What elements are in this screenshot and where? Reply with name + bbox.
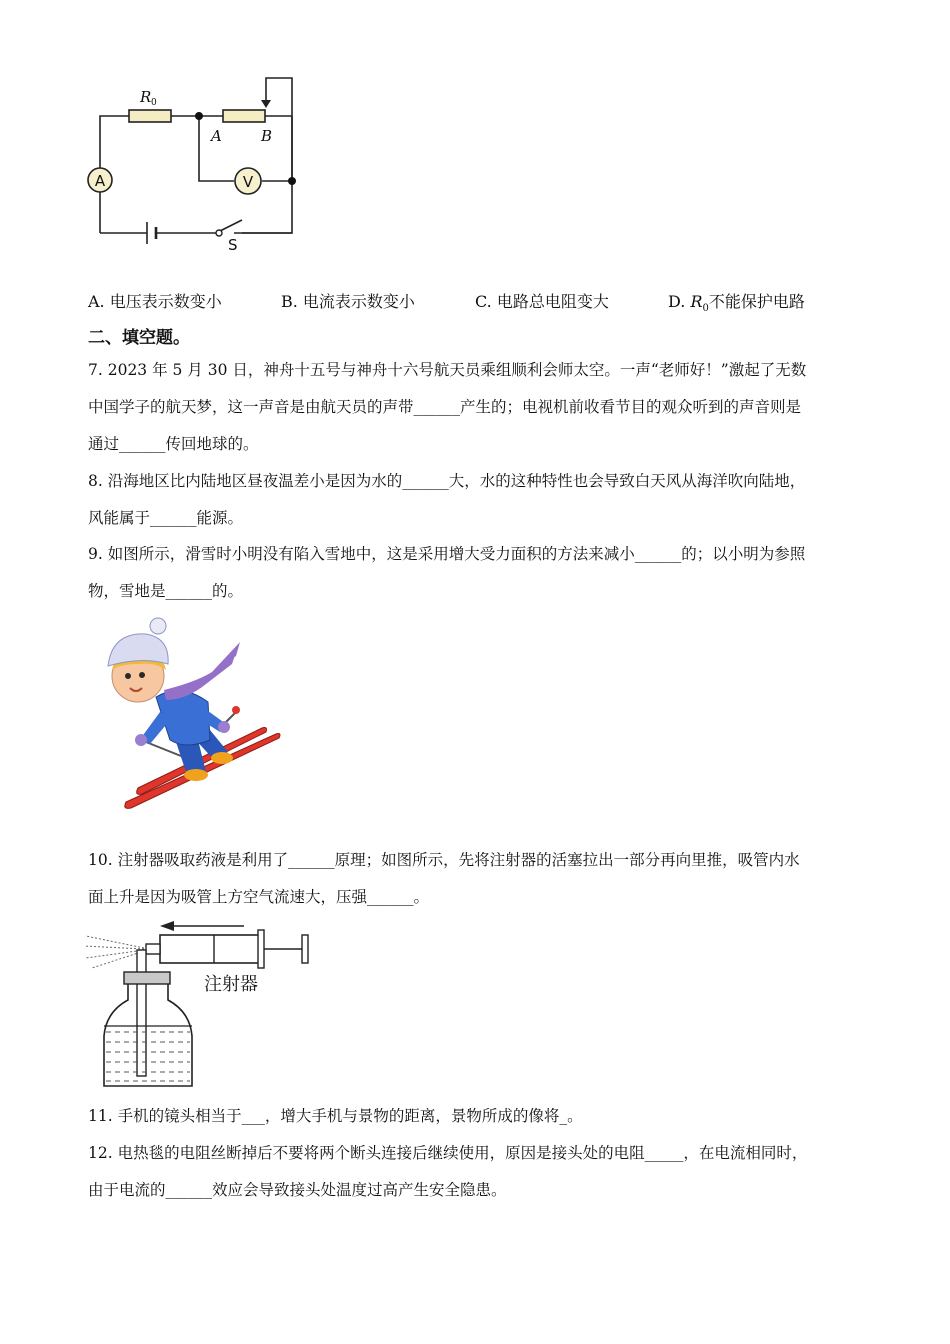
point-b-label: B [261,127,273,145]
q7-line-1: 7. 2023 年 5 月 30 日，神舟十五号与神舟十六号航天员乘组顺利会师太空。一声“老师好！”激起了无数 [88,361,807,379]
ammeter-label: A [94,172,106,190]
option-d-suffix: 不能保护电路 [708,292,805,311]
section-title: 二、填空题。 [88,328,190,348]
voltmeter-label: V [242,173,254,191]
question-12 [88,1135,864,1209]
switch-label: S [228,236,238,254]
q10-line-1: 10. 注射器吸取药液是利用了______原理；如图所示，先将注射器的活塞拉出一部分再向里推，吸管内水 [88,851,800,869]
q11-line-1: 11. 手机的镜头相当于___，增大手机与景物的距离，景物所成的像将_。 [88,1107,583,1125]
option-d-subscript: 0 [702,303,709,315]
question-11 [88,1098,864,1135]
syringe-diagram [84,916,324,1091]
option-d-prefix: D. [668,292,691,311]
question-8 [88,463,864,537]
question-9 [88,536,864,610]
q10-line-2: 面上升是因为吸管上方空气流速大，压强______。 [88,888,430,906]
q12-line-2: 由于电流的______效应会导致接头处温度过高产生安全隐患。 [88,1181,507,1199]
r0-subscript: 0 [151,98,157,108]
point-a-label: A [211,127,222,145]
option-b: B. 电流表示数变小 [281,292,415,311]
option-d [668,289,805,314]
r0-label: R [140,88,152,106]
option-a: A. 电压表示数变小 [88,292,222,311]
question-10 [88,842,864,916]
q7-line-3: 通过______传回地球的。 [88,435,259,453]
question-7 [88,352,864,463]
q8-line-2: 风能属于______能源。 [88,509,244,527]
q7-line-2: 中国学子的航天梦，这一声音是由航天员的声带______产生的；电视机前收看节目的观众听到的声音则是 [88,398,802,416]
q9-line-2: 物，雪地是______的。 [88,582,244,600]
q8-line-1: 8. 沿海地区比内陆地区昼夜温差小是因为水的______大，水的这种特性也会导致白天风从海洋吹向陆地， [88,472,806,490]
option-c: C. 电路总电阻变大 [475,292,609,311]
circuit-diagram [84,70,304,260]
skier-illustration [86,612,286,812]
q9-line-1: 9. 如图所示，滑雪时小明没有陷入雪地中，这是采用增大受力面积的方法来减小______的；以小明为参照 [88,545,806,563]
q12-line-1: 12. 电热毯的电阻丝断掉后不要将两个断头连接后继续使用，原因是接头处的电阻_____，在电流相同时， [88,1144,808,1162]
syringe-label: 注射器 [204,974,258,995]
option-d-r: R [690,292,703,311]
